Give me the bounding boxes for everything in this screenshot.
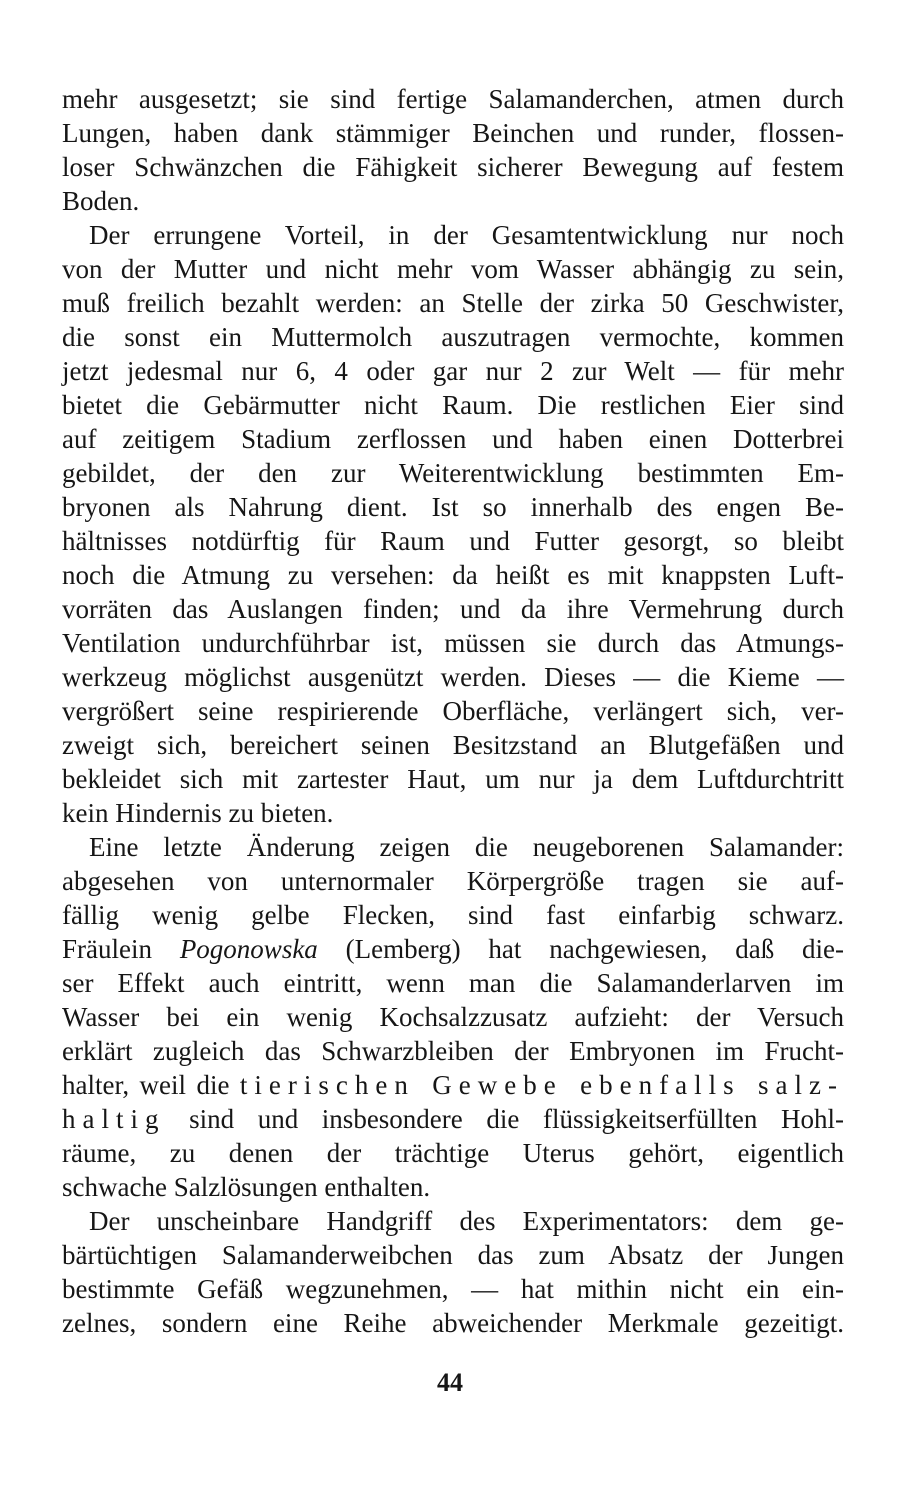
spaced-emphasis: tierischen Gewebe ebenfalls salz- — [239, 1070, 844, 1100]
paragraph-2 — [62, 218, 844, 830]
text-line: gebildet, der den zur Weiterentwicklung bestimmten Em- — [62, 458, 844, 488]
text-line: Ventilation undurchführbar ist, müssen sie durch das Atmungs- — [62, 628, 844, 658]
text-line: Der errungene Vorteil, in der Gesamtentwicklung nur noch — [89, 220, 844, 250]
text-line: loser Schwänzchen die Fähigkeit sicherer Bewegung auf festem — [62, 152, 844, 182]
text-line: Wasser bei ein wenig Kochsalzzusatz aufzieht: der Versuch — [62, 1002, 844, 1032]
text-line: fällig wenig gelbe Flecken, sind fast einfarbig schwarz. — [62, 900, 844, 930]
text-line: bestimmte Gefäß wegzunehmen, — hat mithin nicht ein ein- — [62, 1274, 844, 1304]
text-line: auf zeitigem Stadium zerflossen und haben einen Dotterbrei — [62, 424, 844, 454]
text-line: noch die Atmung zu versehen: da heißt es mit knappsten Luft- — [62, 560, 844, 590]
text-line: bärtüchtigen Salamanderweibchen das zum Absatz der Jungen — [62, 1240, 844, 1270]
page-text — [62, 82, 844, 1340]
text-line: werkzeug möglichst ausgenützt werden. Dieses — die Kieme — — [62, 662, 844, 692]
text-line: kein Hindernis zu bieten. — [62, 798, 334, 828]
text-line: zelnes, sondern eine Reihe abweichender Merkmale gezeitigt. — [62, 1308, 844, 1338]
text-line: hältnisses notdürftig für Raum und Futter gesorgt, so bleibt — [62, 526, 844, 556]
text-line: abgesehen von unternormaler Körpergröße tragen sie auf- — [62, 866, 844, 896]
text-line: schwache Salzlösungen enthalten. — [62, 1172, 431, 1202]
text-line: erklärt zugleich das Schwarzbleiben der Embryonen im Frucht- — [62, 1036, 844, 1066]
text-line: Eine letzte Änderung zeigen die neugeborenen Salamander: — [89, 832, 844, 862]
paragraph-1 — [62, 82, 844, 218]
spaced-emphasis: haltig — [62, 1104, 166, 1134]
text-line: muß freilich bezahlt werden: an Stelle der zirka 50 Geschwister, — [62, 288, 844, 318]
text-line: Fräulein Pogonowska (Lemberg) hat nachgewiesen, daß die- — [62, 934, 844, 964]
text-line: bryonen als Nahrung dient. Ist so innerhalb des engen Be- — [62, 492, 844, 522]
text-line: zweigt sich, bereichert seinen Besitzstand an Blutgefäßen und — [62, 730, 844, 760]
text-line: räume, zu denen der trächtige Uterus gehört, eigentlich — [62, 1138, 844, 1168]
text-line: vorräten das Auslangen finden; und da ihre Vermehrung durch — [62, 594, 844, 624]
text-line: Der unscheinbare Handgriff des Experimentators: dem ge- — [89, 1206, 844, 1236]
italic-name: Pogonowska — [179, 934, 318, 964]
text-line: vergrößert seine respirierende Oberfläche, verlängert sich, ver- — [62, 696, 844, 726]
paragraph-3 — [62, 830, 844, 1204]
text-line: bekleidet sich mit zartester Haut, um nur ja dem Luftdurchtritt — [62, 764, 844, 794]
text-line: mehr ausgesetzt; sie sind fertige Salamanderchen, atmen durch — [62, 84, 844, 114]
text-line: ser Effekt auch eintritt, wenn man die Salamanderlarven im — [62, 968, 844, 998]
text-line: bietet die Gebärmutter nicht Raum. Die restlichen Eier sind — [62, 390, 844, 420]
text-line: die sonst ein Muttermolch auszutragen vermochte, kommen — [62, 322, 844, 352]
page-number: 44 — [437, 1368, 463, 1397]
text-line: jetzt jedesmal nur 6, 4 oder gar nur 2 zur Welt — für mehr — [62, 356, 844, 386]
text-line: von der Mutter und nicht mehr vom Wasser abhängig zu sein, — [62, 254, 844, 284]
text-line: Boden. — [62, 186, 140, 216]
text-line: Lungen, haben dank stämmiger Beinchen und runder, flossen- — [62, 118, 844, 148]
paragraph-4 — [62, 1204, 844, 1340]
text-line: haltig sind und insbesondere die flüssigkeitserfüllten Hohl- — [62, 1104, 844, 1134]
text-line: halter, weil die tierischen Gewebe ebenfalls salz- — [62, 1070, 844, 1100]
